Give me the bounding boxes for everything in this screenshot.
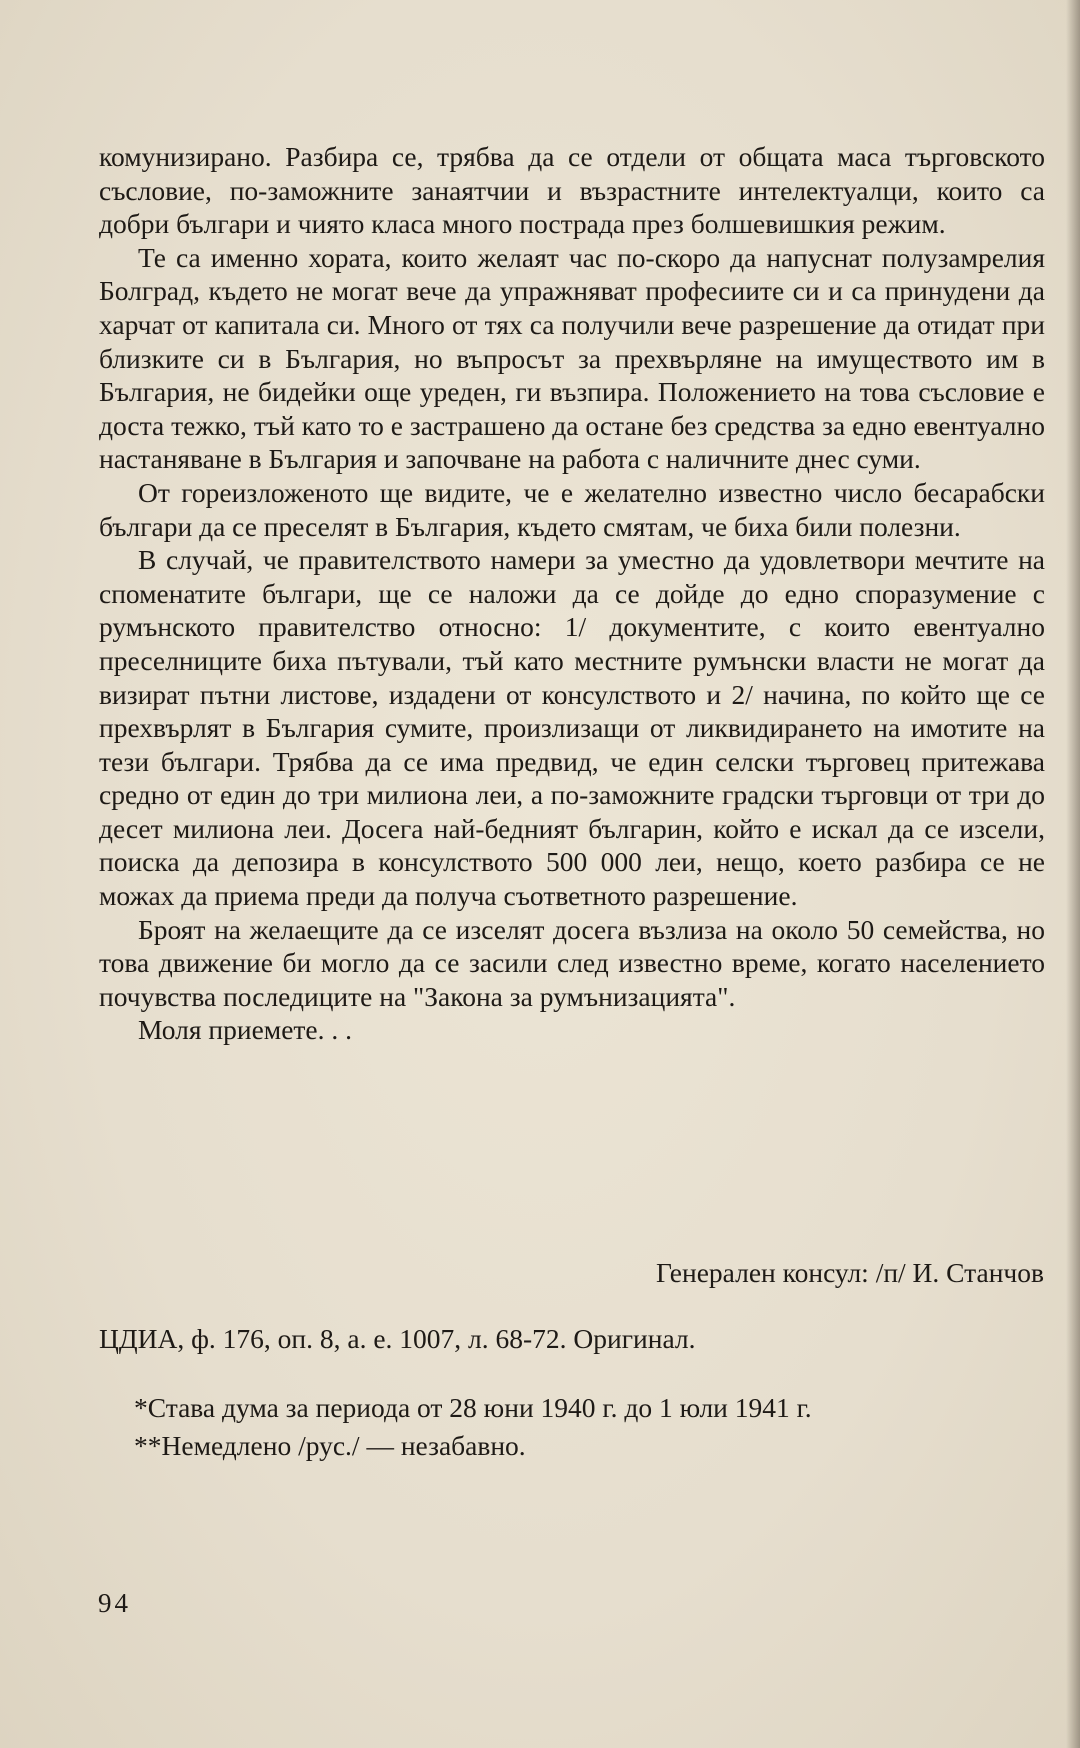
archive-source: ЦДИА, ф. 176, оп. 8, а. е. 1007, л. 68-72. Оригинал. <box>99 1323 696 1354</box>
page-number: 94 <box>98 1588 131 1618</box>
paragraph: Те са именно хората, които желаят час по-скоро да напуснат полузамрелия Болград, където не могат вече да упражняват професиите си и са принудени да харчат от капитала си. Много от тях са получили вече разрешение да отидат при близките си в България, но въпросът за прехвърляне на имуществото им в България, не бидейки още уреден, ги възпира. Положението на това съсловие е доста тежко, тъй като то е застрашено да остане без средства за едно евентуално настаняване в България и започване на работа с наличните днес суми. <box>99 241 1045 475</box>
footnote: **Немедлено /рус./ — незабавно. <box>134 1430 526 1461</box>
page-edge-shadow <box>1066 0 1080 1748</box>
body-text <box>99 140 1045 1047</box>
paragraph: В случай, че правителството намери за уместно да удовлетвори мечтите на споменатите българи, ще се наложи да се дойде до едно споразумение с румънското правителство относно: 1/ документите, с които евентуално преселниците биха пътували, тъй като местните румънски власти не могат да визират пътни листове, издадени от консулството и 2/ начина, по който ще се прехвърлят в България сумите, произлизащи от ликвидирането на имотите на тези българи. Трябва да се има предвид, че един селски търговец притежава средно от един до три милиона леи, а по-заможните градски търговци от три до десет милиона леи. Досега най-бедният българин, който е искал да се изсели, поиска да депозира в консулството 500 000 леи, нещо, което разбира се не можах да приема преди да получа съответното разрешение. <box>99 544 1045 912</box>
signature: Генерален консул: /п/ И. Станчов <box>655 1257 1044 1288</box>
paragraph: От гореизложеното ще видите, че е желателно известно число бесарабски българи да се преселят в България, където смятам, че биха били полезни. <box>99 476 1045 542</box>
paragraph: Броят на желаещите да се изселят досега възлиза на около 50 семейства, но това движение би могло да се засили след известно време, когато населението почувства последиците на "Закона за румънизацията". <box>99 913 1045 1012</box>
closing-line: Моля приемете. . . <box>138 1014 352 1046</box>
paragraph-continuation: комунизирано. Разбира се, трябва да се отдели от общата маса търговското съсловие, по-заможните занаятчии и възрастните интелектуалци, които са добри българи и чиято класа много пострада през болшевишкия режим. <box>99 141 1045 240</box>
footnotes <box>134 1389 812 1465</box>
footnote: *Става дума за периода от 28 юни 1940 г. до 1 юли 1941 г. <box>134 1392 812 1423</box>
